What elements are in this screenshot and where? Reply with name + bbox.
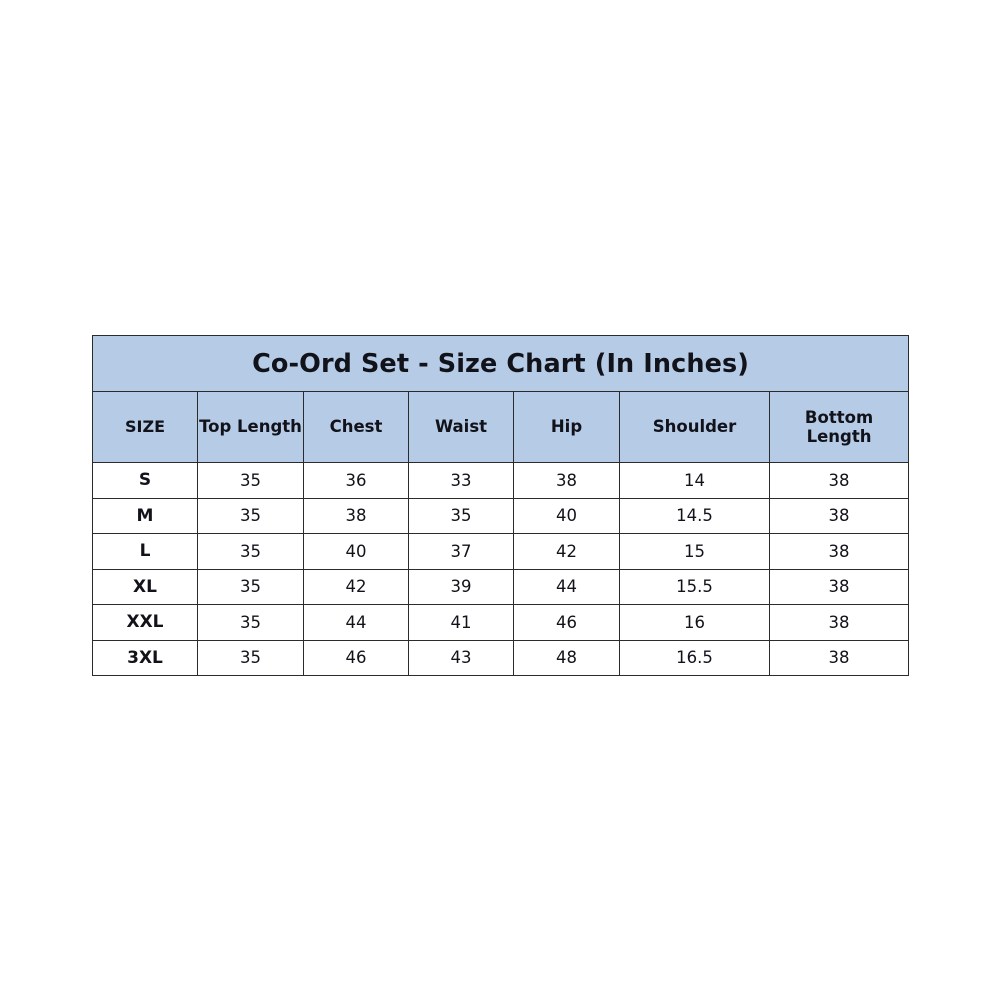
cell-shoulder: 15: [620, 534, 770, 570]
cell-top-length: 35: [198, 569, 304, 605]
cell-shoulder: 15.5: [620, 569, 770, 605]
cell-chest: 42: [304, 569, 409, 605]
cell-shoulder: 14.5: [620, 498, 770, 534]
table-header-row: [93, 392, 909, 463]
cell-top-length: 35: [198, 498, 304, 534]
column-header-bottom-length: Bottom Length: [770, 392, 909, 463]
table-row: [93, 534, 909, 570]
title-row: [93, 336, 909, 392]
cell-chest: 36: [304, 463, 409, 499]
cell-hip: 46: [514, 605, 620, 641]
column-header-chest: Chest: [304, 392, 409, 463]
cell-size: L: [93, 534, 198, 570]
cell-shoulder: 16: [620, 605, 770, 641]
cell-waist: 39: [409, 569, 514, 605]
cell-top-length: 35: [198, 605, 304, 641]
table-row: [93, 605, 909, 641]
cell-shoulder: 16.5: [620, 640, 770, 676]
cell-bottom-length: 38: [770, 498, 909, 534]
cell-hip: 48: [514, 640, 620, 676]
column-header-waist: Waist: [409, 392, 514, 463]
cell-top-length: 35: [198, 463, 304, 499]
cell-bottom-length: 38: [770, 534, 909, 570]
table-row: [93, 498, 909, 534]
cell-hip: 44: [514, 569, 620, 605]
table-row: [93, 463, 909, 499]
column-header-size: SIZE: [93, 392, 198, 463]
chart-title: Co-Ord Set - Size Chart (In Inches): [93, 336, 909, 392]
size-chart-table: [92, 335, 909, 676]
cell-top-length: 35: [198, 640, 304, 676]
cell-chest: 40: [304, 534, 409, 570]
cell-size: 3XL: [93, 640, 198, 676]
cell-bottom-length: 38: [770, 569, 909, 605]
cell-chest: 38: [304, 498, 409, 534]
cell-waist: 33: [409, 463, 514, 499]
cell-size: M: [93, 498, 198, 534]
cell-top-length: 35: [198, 534, 304, 570]
cell-hip: 38: [514, 463, 620, 499]
cell-bottom-length: 38: [770, 605, 909, 641]
cell-shoulder: 14: [620, 463, 770, 499]
column-header-shoulder: Shoulder: [620, 392, 770, 463]
cell-waist: 41: [409, 605, 514, 641]
column-header-hip: Hip: [514, 392, 620, 463]
table-row: [93, 640, 909, 676]
cell-size: S: [93, 463, 198, 499]
cell-waist: 35: [409, 498, 514, 534]
cell-size: XXL: [93, 605, 198, 641]
cell-hip: 40: [514, 498, 620, 534]
cell-hip: 42: [514, 534, 620, 570]
cell-bottom-length: 38: [770, 463, 909, 499]
cell-size: XL: [93, 569, 198, 605]
cell-waist: 43: [409, 640, 514, 676]
size-chart-container: [92, 335, 908, 676]
cell-chest: 46: [304, 640, 409, 676]
cell-chest: 44: [304, 605, 409, 641]
column-header-top-length: Top Length: [198, 392, 304, 463]
cell-waist: 37: [409, 534, 514, 570]
table-row: [93, 569, 909, 605]
cell-bottom-length: 38: [770, 640, 909, 676]
